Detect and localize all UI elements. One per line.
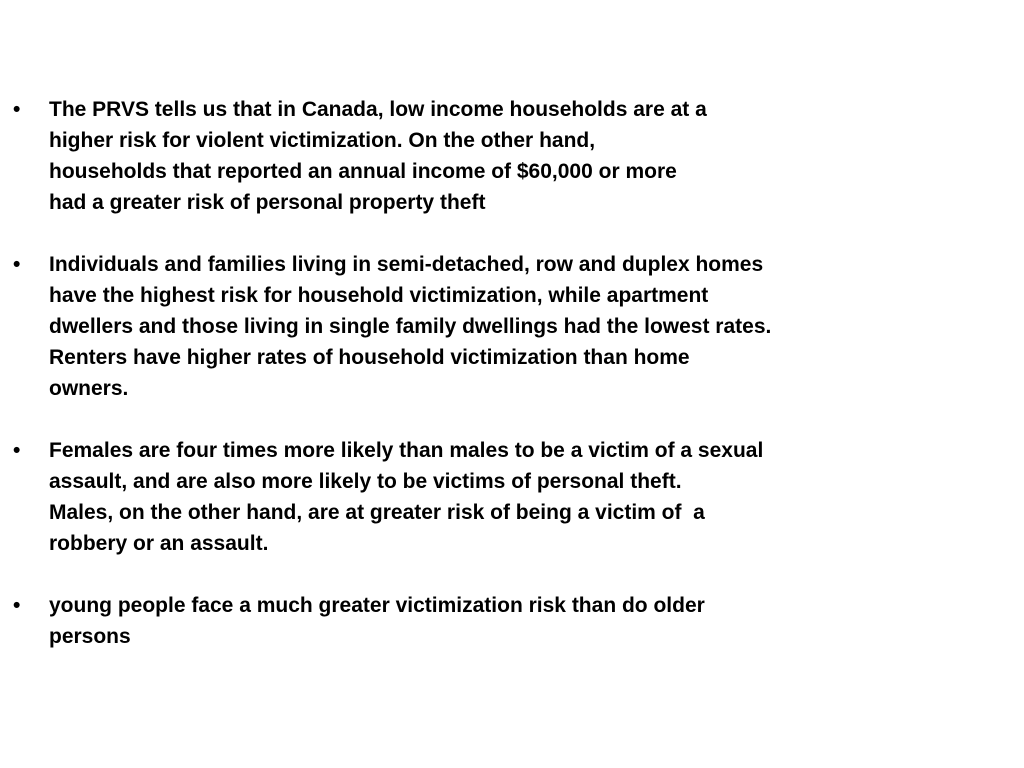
bullet-text-line: persons <box>49 625 131 648</box>
bullet-text-line: had a greater risk of personal property theft <box>49 191 486 214</box>
bullet-text-line: households that reported an annual income of $60,000 or more <box>49 160 677 183</box>
bullet-item-dwelling-risk <box>13 249 1003 404</box>
bullet-icon: • <box>13 98 21 121</box>
bullet-text-line: higher risk for violent victimization. On the other hand, <box>49 129 596 152</box>
bullet-item-income-risk <box>13 94 1003 218</box>
bullet-icon: • <box>13 253 21 276</box>
bullet-text-line: Females are four times more likely than males to be a victim of a sexual <box>49 439 764 462</box>
bullet-text-line: robbery or an assault. <box>49 532 269 555</box>
bullet-text-line: young people face a much greater victimization risk than do older <box>49 594 705 617</box>
bullet-text-line: Renters have higher rates of household victimization than home <box>49 346 690 369</box>
bullet-text-line: have the highest risk for household victimization, while apartment <box>49 284 709 307</box>
bullet-item-age-risk <box>13 590 1003 652</box>
bullet-text-line: The PRVS tells us that in Canada, low income households are at a <box>49 98 707 121</box>
bullet-list <box>13 94 1003 683</box>
bullet-text-line: Males, on the other hand, are at greater risk of being a victim of a <box>49 501 705 524</box>
bullet-item-gender-risk <box>13 435 1003 559</box>
bullet-text-line: assault, and are also more likely to be victims of personal theft. <box>49 470 682 493</box>
bullet-text-line: dwellers and those living in single family dwellings had the lowest rates. <box>49 315 772 338</box>
bullet-icon: • <box>13 594 21 617</box>
bullet-icon: • <box>13 439 21 462</box>
bullet-text-line: owners. <box>49 377 129 400</box>
bullet-text-line: Individuals and families living in semi-detached, row and duplex homes <box>49 253 764 276</box>
